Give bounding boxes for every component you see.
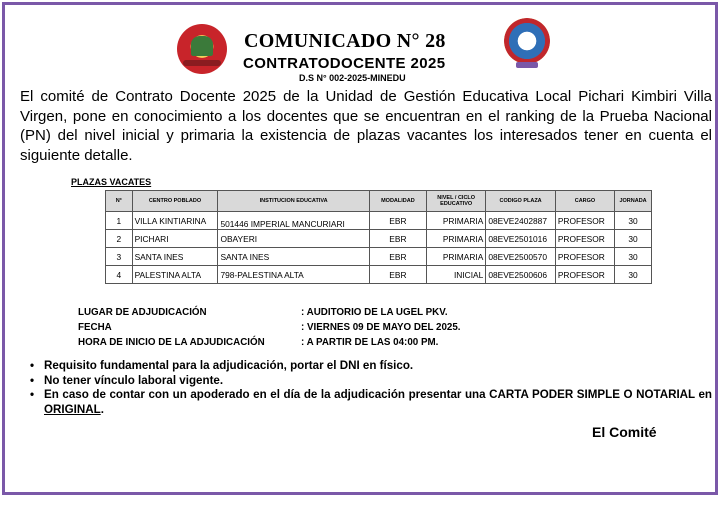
cell-town: SANTA INES [132, 248, 218, 266]
header-town: CENTRO POBLADO [132, 191, 218, 212]
requirements-list [26, 359, 712, 417]
bullet-icon: • [30, 388, 35, 402]
cell-code: 08EVE2501016 [486, 230, 556, 248]
header-code: CODIGO PLAZA [486, 191, 556, 212]
info-start-time-label: HORA DE INICIO DE LA ADJUDICACIÓN [78, 337, 265, 348]
bullet-icon: • [30, 359, 35, 372]
cell-code: 08EVE2500606 [486, 266, 556, 284]
cell-institution: 501446 IMPERIAL MANCURIARI [218, 212, 369, 230]
table-header-row [106, 191, 652, 212]
bullet-icon: • [30, 373, 35, 387]
requirement-text: Requisito fundamental para la adjudicación, portar el DNI en físico. [44, 359, 414, 372]
table-row [106, 266, 652, 284]
communique-subtitle: CONTRATODOCENTE 2025 [243, 55, 446, 72]
info-location-label: LUGAR DE ADJUDICACIÓN [78, 307, 207, 318]
requirement-text: En caso de contar con un apoderado en el día de la adjudicación presentar una CARTA PODER SIMPLE O NOTARIAL en [44, 388, 712, 402]
cell-number: 4 [106, 266, 133, 284]
ugel-seal [504, 18, 550, 64]
cell-number: 1 [106, 212, 133, 230]
cell-number: 3 [106, 248, 133, 266]
cell-level: PRIMARIA [427, 248, 486, 266]
cell-code: 08EVE2500570 [486, 248, 556, 266]
original-emphasis: ORIGINAL [44, 402, 101, 416]
vacancies-label: PLAZAS VACATES [71, 177, 152, 187]
info-location [78, 307, 448, 318]
cell-position: PROFESOR [555, 230, 614, 248]
info-date-label: FECHA [78, 322, 112, 333]
header-hours: JORNADA [615, 191, 652, 212]
info-date-value: : VIERNES 09 DE MAYO DEL 2025. [301, 322, 461, 333]
info-date [78, 322, 461, 333]
seal-band [183, 60, 221, 66]
cell-institution: 798-PALESTINA ALTA [218, 266, 369, 284]
regional-government-seal [177, 24, 227, 74]
cell-hours: 30 [615, 212, 652, 230]
table-row [106, 230, 652, 248]
cell-town: PALESTINA ALTA [132, 266, 218, 284]
seal-ribbon [516, 62, 538, 68]
requirement-item [26, 388, 712, 417]
communique-title: COMUNICADO N° 28 [244, 30, 446, 52]
cell-town: VILLA KINTIARINA [132, 212, 218, 230]
cell-position: PROFESOR [555, 212, 614, 230]
cell-hours: 30 [615, 230, 652, 248]
cell-modality: EBR [369, 212, 426, 230]
cell-town: PICHARI [132, 230, 218, 248]
mountain-emblem [191, 36, 213, 56]
cell-institution: OBAYERI [218, 230, 369, 248]
cell-level: PRIMARIA [427, 212, 486, 230]
requirement-item [26, 359, 712, 374]
table-row [106, 212, 652, 230]
cell-code: 08EVE2402887 [486, 212, 556, 230]
table-row [106, 248, 652, 266]
cell-hours: 30 [615, 248, 652, 266]
committee-signature: El Comité [592, 424, 657, 440]
intro-paragraph: El comité de Contrato Docente 2025 de la Unidad de Gestión Educativa Local Pichari Kimbiri Villa Virgen, pone en conocimiento a los docentes que se encuentran en el ranking de la Prueba Nacional (PN) del nivel inicial y primaria la existencia de plazas vacantes los interesados tener en cuenta el siguiente detalle. [20, 88, 712, 164]
header-modality: MODALIDAD [369, 191, 426, 212]
header-level: NIVEL / CICLO EDUCATIVO [427, 191, 486, 212]
cell-hours: 30 [615, 266, 652, 284]
info-start-time [78, 337, 439, 348]
cell-level: INICIAL [427, 266, 486, 284]
cell-number: 2 [106, 230, 133, 248]
cell-modality: EBR [369, 248, 426, 266]
header-number: N° [106, 191, 133, 212]
requirement-text: No tener vínculo laboral vigente. [44, 373, 224, 387]
info-location-value: : AUDITORIO DE LA UGEL PKV. [301, 307, 448, 318]
cell-modality: EBR [369, 230, 426, 248]
info-start-time-value: : A PARTIR DE LAS 04:00 PM. [301, 337, 439, 348]
header-institution: INSTITUCION EDUCATIVA [218, 191, 369, 212]
cell-position: PROFESOR [555, 266, 614, 284]
cell-institution: SANTA INES [218, 248, 369, 266]
requirement-item [26, 374, 712, 389]
header-position: CARGO [555, 191, 614, 212]
requirement-text-end: . [100, 402, 104, 416]
decree-reference: D.S N° 002-2025-MINEDU [299, 73, 406, 83]
cell-modality: EBR [369, 266, 426, 284]
cell-level: PRIMARIA [427, 230, 486, 248]
cell-position: PROFESOR [555, 248, 614, 266]
vacancies-table [105, 190, 652, 284]
